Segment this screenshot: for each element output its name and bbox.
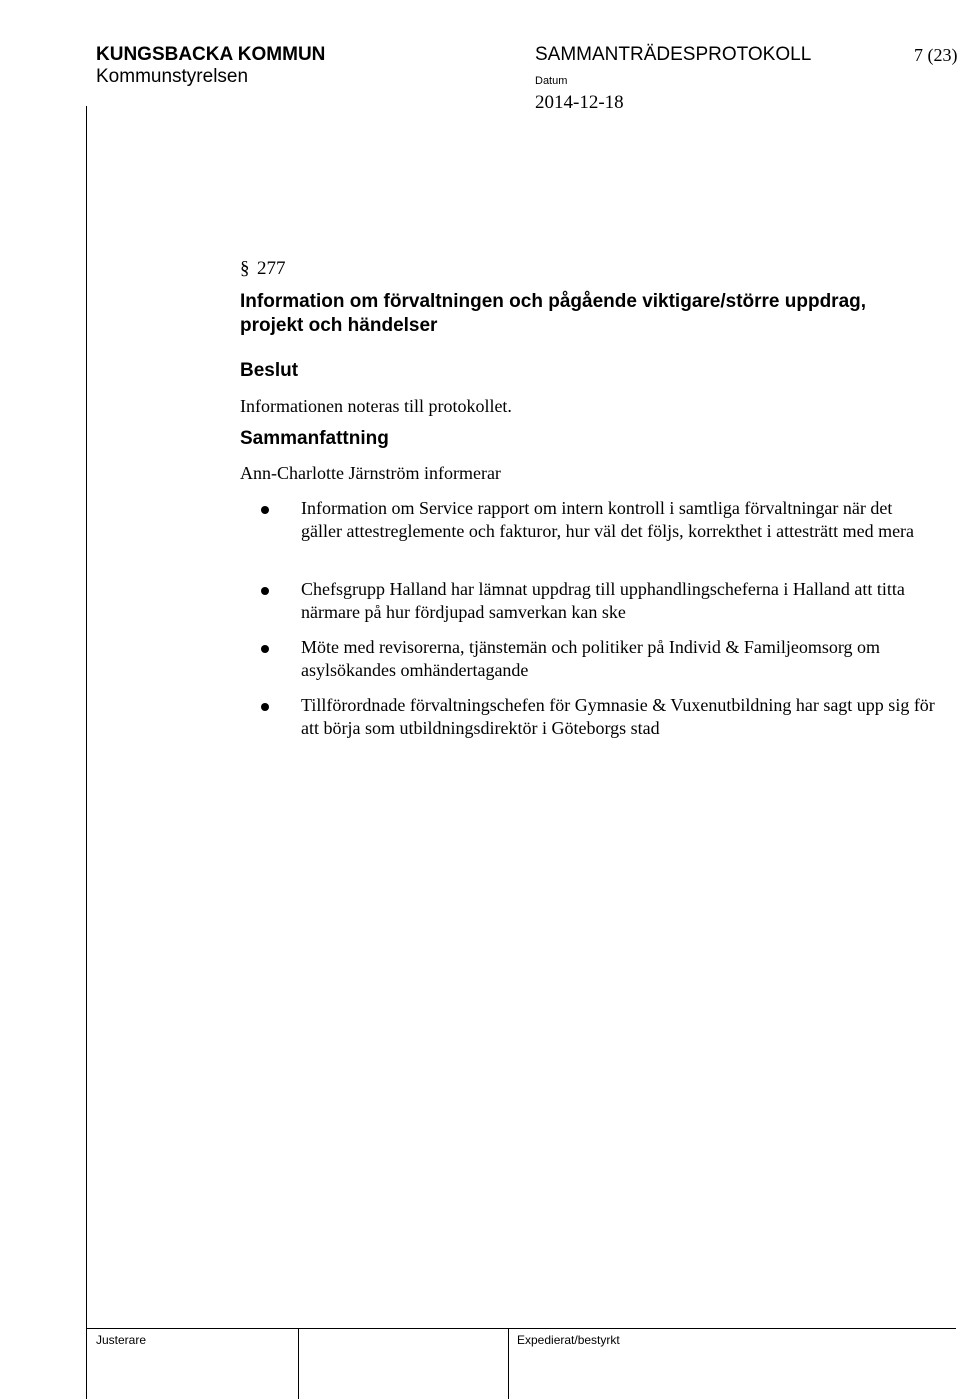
footer-column-divider xyxy=(508,1328,509,1399)
left-margin-line xyxy=(86,106,87,1399)
beslut-heading: Beslut xyxy=(240,360,299,381)
date-value: 2014-12-18 xyxy=(535,92,624,113)
section-sign: § xyxy=(240,258,250,279)
date-label: Datum xyxy=(535,75,568,87)
justerare-label: Justerare xyxy=(96,1333,147,1347)
bullet-icon xyxy=(261,703,269,711)
expedierat-label: Expedierat/bestyrkt xyxy=(517,1333,620,1347)
paragraph-number-row xyxy=(240,258,286,280)
paragraph-title: Information om förvaltningen och pågående viktigare/större uppdrag, projekt och händelser xyxy=(240,291,867,336)
footer-column-divider xyxy=(298,1328,299,1399)
list-item-text: Tillförordnade förvaltningschefen för Gymnasie & Vuxenutbildning har sagt upp sig för att börja som utbildningsdirektör i Göteborgs stad xyxy=(301,695,935,738)
paragraph-number: 277 xyxy=(257,258,286,279)
list-item-text: Information om Service rapport om intern kontroll i samtliga förvaltningar när det gäller attestreglemente och fakturor, hur väl det följs, korrekthet i attesträtt med mera xyxy=(301,498,915,541)
footer-divider xyxy=(86,1328,956,1329)
department-name: Kommunstyrelsen xyxy=(96,66,249,87)
bullet-icon xyxy=(261,645,269,653)
list-item-text: Chefsgrupp Halland har lämnat uppdrag till upphandlingscheferna i Halland att titta närmare på hur fördjupad samverkan kan ske xyxy=(301,579,905,622)
document-type: SAMMANTRÄDESPROTOKOLL xyxy=(535,44,812,65)
beslut-text: Informationen noteras till protokollet. xyxy=(240,396,512,416)
bullet-icon xyxy=(261,506,269,514)
list-item-text: Möte med revisorerna, tjänstemän och politiker på Individ & Familjeomsorg om asylsökandes omhändertagande xyxy=(301,637,881,680)
organization-name: KUNGSBACKA KOMMUN xyxy=(96,44,326,65)
sammanfattning-heading: Sammanfattning xyxy=(240,428,389,449)
page-number: 7 (23) xyxy=(914,45,958,65)
bullet-icon xyxy=(261,587,269,595)
sammanfattning-intro: Ann-Charlotte Järnström informerar xyxy=(240,463,501,483)
